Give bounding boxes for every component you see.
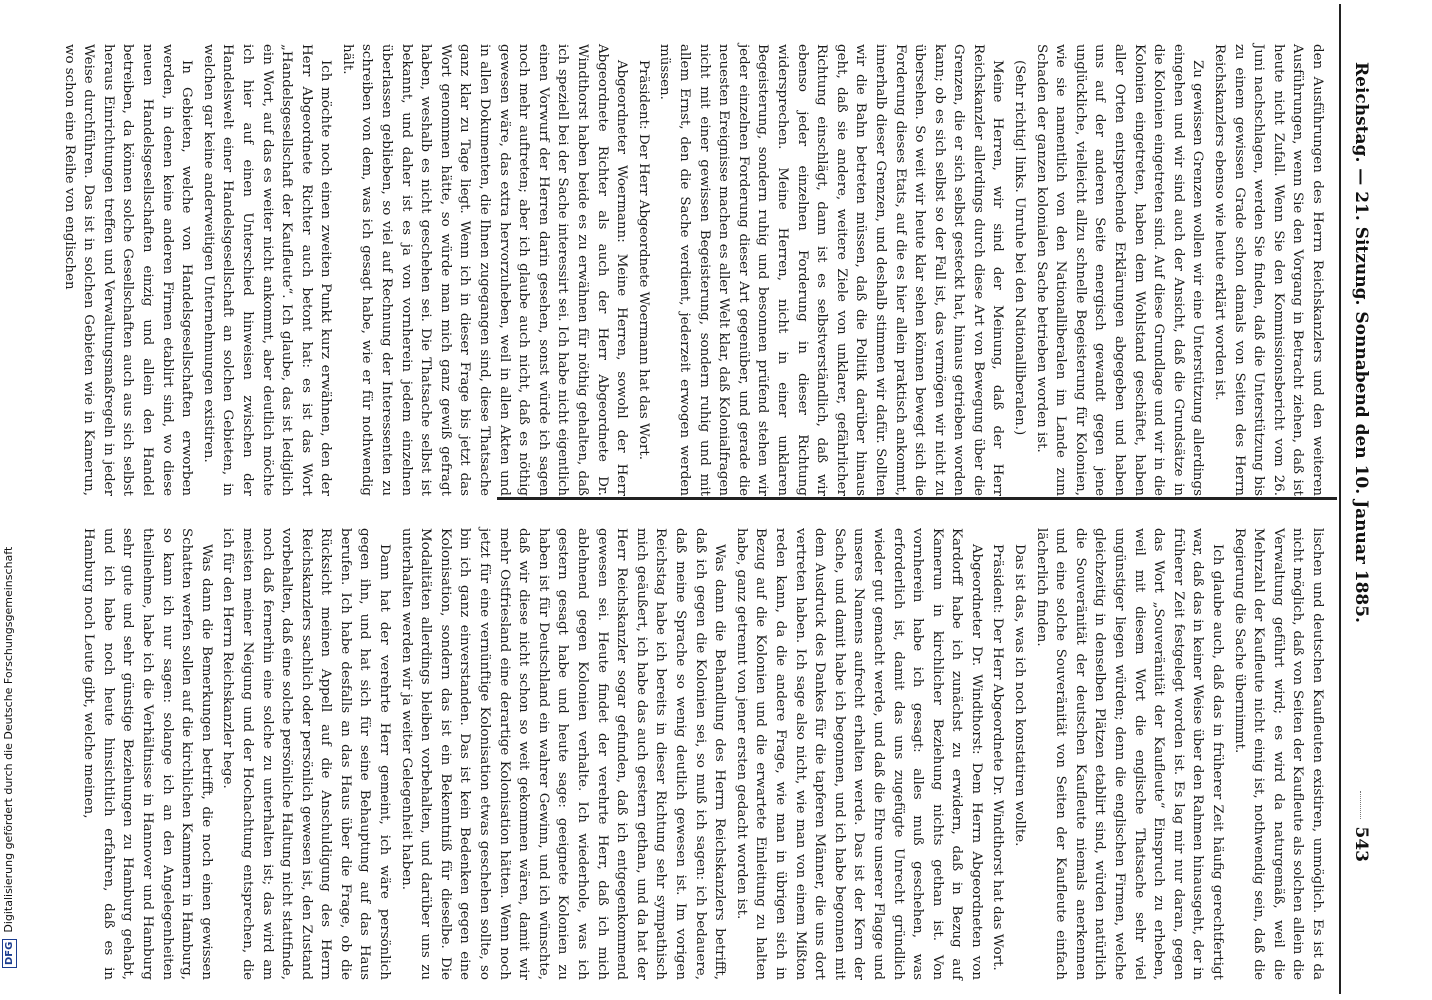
paragraph: Zu gewissen Grenzen wollen wir eine Unterstützung allerdings eingehen und wir sind auch der Ansicht, daß die Grundsätze in die Kolonien eingetreten sind. Auf diese Grundlage und wir in die Kolonien eingetreten, haben dem Wohlstand geschäftet, haben aller Orten entsprechende Erklärungen abgegeben und haben uns auf der anderen Seite energisch gewandt gegen jene unglückliche, vielleicht allzu schnelle Begeisterung für Kolonien, wie sie namentlich von den Nationalliberalen im Lande zum Schaden der ganzen kolonialen Sache betrieben worden ist. — [1033, 44, 1206, 496]
paragraph: Das ist das, was ich noch konstatiren wollte. — [1012, 544, 1028, 847]
text-column-right — [81, 528, 1327, 980]
speaker-paragraph: Abgeordneter Woermann: Meine Herren, sowohl der Herr Abgeordnete Richter als auch der Herr Abgeordnete Dr. Windthorst haben beide es zu erwähnen für nöthig gehalten, daß ich speziell bei der Sache interessirt sei. Ich habe nicht eigentlich einen Vorwurf der Herren darin gesehen, sonst würde ich sagen noch mehr auftreten; aber ich glaube auch nicht, daß es nöthig gewesen wäre, das extra hervorzuheben, weil in allen Akten und in allen Dokumenten, die Ihnen zugegangen sind, diese Thatsache ganz klar zu Tage liegt. Wenn ich in dieser Frage bis jetzt das Wort genommen hätte, so würde man mich ganz gewiß gefragt haben, weshalb es nicht geschehen sei. Die Thatsache selbst ist bekannt, und daher ist es ja von vornherein jedem einzelnen überlassen geblieben, so viel auf Rechnung der Interessenten zu schreiben von dem, was ich gesagt habe, wie er für nothwendig hält. — [339, 44, 630, 496]
paragraph: Dann hat der verehrte Herr gemeint, ich wäre persönlich gegen ihn, und hat sich für seine Behauptung auf das Haus berufen. Ich habe desfalls an das Haus über die Frage, ob die Rücksicht meinen Appell auf die Anschuldigung des Herrn Reichskanzlers sachlich oder persönlich gewesen ist, den Zustand vorbehalten, daß eine solche persönliche Haltung nicht stattfinde, noch daß fernerhin eine solche zu unterhalten ist; das wird am meisten meiner Neigung und der Hochachtung entsprechen, die ich für den Herrn Reichskanzler hege. — [220, 528, 393, 980]
paragraph: Was dann die Bemerkungen betrifft, die noch einen gewissen Schatten werfen sollen auf die kirchlichen Kammern in Hamburg, so kann ich nur sagen: solange ich an den Angelegenheiten theilnehme, habe ich die Verhältnisse in Hannover und Hamburg sehr gute und sehr günstige Beziehungen zu Hamburg gehabt, und ich habe noch heute hinsichtlich erfahren, daß es in Hamburg noch Leute gibt, welche meinen, — [81, 528, 214, 980]
digitization-credit — [1, 546, 21, 1000]
paragraph: In Gebieten, welche von Handelsgesellschaften erworben werden, in denen keine anderen Firmen etablirt sind, wo diese neuen Handelsgesellschaften einzig und allein den Handel betreiben, da können solche Gesellschaften auch aus sich selbst heraus Einrichtungen treffen und Verwaltungsmaßregeln in jeder Weise durchführen. Das ist in solchen Gebieten wie in Kamerun, wo schon eine Reihe von englischen — [61, 44, 195, 496]
paragraph: Ich glaube auch, daß das in früherer Zeit häufig gerechtfertigt war, daß das in keiner Weise über den Rahmen hinausgeht, der in früherer Zeit festgelegt worden ist. Es lag mir nur daran, gegen das Wort „Souveränität der Kaufleute“ Einspruch zu erheben, weil mit diesem Wort die englische Thatsache sehr viel ungünstiger liegen würden; denn die englischen Firmen, welche gleichzeitig in denselben Plätzen etablirt sind, würden natürlich die Souveränität der deutschen Kaufleute niemals anerkennen und eine solche Souveränität von Seiten der Kaufleute einfach lächerlich finden. — [1033, 528, 1226, 980]
credit-line — [1, 68, 17, 968]
paragraph: lischen und deutschen Kaufleuten existiren, unmöglich. Es ist da nicht möglich, daß von Seiten der Kaufleute als solchen allein die Verwaltung geführt wird; es wird da naturgemäß, weil die Mehrzahl der Kaufleute nicht einig ist, nothwendig sein, daß die Regierung die Sache übernimmt. — [1231, 528, 1325, 980]
paragraph: den Ausführungen des Herrn Reichskanzlers und den weiteren Ausführungen, wenn Sie den Vorgang in Betracht ziehen, daß ist heute nicht Zufall. Wenn Sie den Kommissionsbericht vom 26. Juni nachschlagen, werden Sie finden, daß die Unterstützung bis zu einem gewissen Grade schon damals von Seiten des Herrn Reichskanzlers ebenso wie heute erklärt worden ist. — [1212, 44, 1325, 496]
page-number: 543 — [1351, 826, 1371, 862]
speaker-paragraph: Abgeordneter Dr. Windthorst: Dem Herrn Abgeordneten von Kardorff habe ich zunächst zu erwidern, daß in Bezug auf Kamerun in kirchlicher Beziehung nichts gethan ist. Von vornherein habe ich gesagt: alles muß geschehen, was erforderlich ist, damit das uns zugefügte Unrecht gründlich wieder gut gemacht werde, und daß die Ehre unserer Flagge und unseres Namens aufrecht erhalten werde. Das ist der Kern der Sache, und damit habe ich begonnen, und ich habe begonnen mit dem Ausdruck des Dankes für die tapferen Männer, die uns dort vertreten haben. Ich sage also nicht, wie man von einem Mißton reden kann, da die andere Frage, wie man in übrigen sich in Bezug auf die Kolonien und die erwartete Einleitung zu halten habe, ganz getrennt von jener ersten gedacht worden ist. — [733, 528, 984, 980]
paragraph: Ich möchte noch einen zweiten Punkt kurz erwähnen, den der Herr Abgeordnete Richter auch betont hat: es ist das Wort „Handelsgesellschaft der Kaufleute“. Ich glaube, das ist lediglich ein Wort, auf das es weiter nicht ankommt, aber deutlich möchte ich hier auf einen Unterschied hinweisen zwischen der Handelswelt einer Handelsgesellschaft an solchen Gebieten, in welchen gar keine anderweitigen Unternehmungen existiren. — [200, 44, 334, 496]
document-page — [55, 0, 1385, 1000]
header-rule — [1339, 4, 1341, 994]
speaker-paragraph: Präsident: Der Herr Abgeordnete Woermann hat das Wort. — [635, 60, 651, 460]
header-leader — [1360, 791, 1361, 819]
header-title: Reichstag. — 21. Sitzung. Sonnabend den 10. Januar 1885. — [1351, 62, 1371, 623]
speaker-paragraph: Präsident: Der Herr Abgeordnete Dr. Windthorst hat das Wort. — [990, 544, 1006, 971]
credit-text: Digitalisierung gefördert durch die Deutsche Forschungsgemeinschaft — [2, 546, 15, 933]
interjection: (Sehr richtig! links. Unruhe bei den Nationalliberalen.) — [1012, 60, 1028, 436]
running-header — [1343, 62, 1377, 862]
dfg-logo-icon: DFG — [2, 939, 17, 968]
text-column-left — [61, 44, 1327, 496]
paragraph: Meine Herren, wir sind der Meinung, daß der Herr Reichskanzler allerdings durch diese Art von Bewegung über die Grenzen, die er sich selbst gesteckt hat, hinaus getrieben worden kann; ob es sich selbst so der Fall ist, das vermögen wir nicht zu übersehen. So weit wir heute klar sehen können bewegt sich die Forderung dieses Etats, auf die es hier allein praktisch ankommt, innerhalb dieser Grenzen, und deshalb stimmen wir dafür. Sollten wir die Bahn betreten müssen, daß die Politik darüber hinaus geht, daß sie andere, weitere Ziele von unklarer, gefährlicher Richtung einschlägt, dann ist es selbstverständlich, daß wir ebenso jeder einzelnen Forderung in dieser Richtung widersprechen. Meine Herren, nicht in einer unklaren Begeisterung, sondern ruhig und besonnen prüfend stehen wir jeder einzelnen Forderung dieser Art gegenüber, und gerade die neuesten Ereignisse machen es aller Welt klar, daß Kolonialfragen nicht mit einer gewissen Begeisterung, sondern ruhig und mit allem Ernst, den die Sache verdient, jederzeit erwogen werden müssen. — [657, 44, 1006, 496]
paragraph: Was dann die Behandlung des Herrn Reichskanzlers betrifft, daß ich gegen die Kolonien sei, so muß ich sagen: ich bedauere, daß meine Sprache so wenig deutlich gewesen ist. Im vorigen Reichstag habe ich bereits in dieser Richtung sehr sympathisch mich geäußert, ich habe das auch gestern gethan, und da hat der Herr Reichskanzler sogar gefunden, daß ich entgegenkommend gewesen sei. Heute findet der verehrte Herr, daß ich mich ablehnend gegen Kolonien verhalte. Ich wiederhole, was ich gestern gesagt habe und heute sage: geeignete Kolonien zu haben ist für Deutschland ein wahrer Gewinn, und ich wünschte, daß wir diese nicht schon so weit gekommen wären, damit wir mehr Ostfriesland eine derartige Kolonisation hätten. Wenn noch jetzt für eine vernünftige Kolonisation etwas geschehen sollte, so bin ich ganz einverstanden. Das ist kein Bedenken gegen eine Kolonisation, sondern das ist ein Bekenntniß für dieselbe. Die Modalitäten allerdings bleiben vorbehalten, und darüber uns zu unterhalten werden wir ja weiter Gelegenheit haben. — [398, 528, 728, 980]
header-page-number-wrap — [1351, 791, 1371, 863]
column-divider — [497, 497, 1337, 500]
